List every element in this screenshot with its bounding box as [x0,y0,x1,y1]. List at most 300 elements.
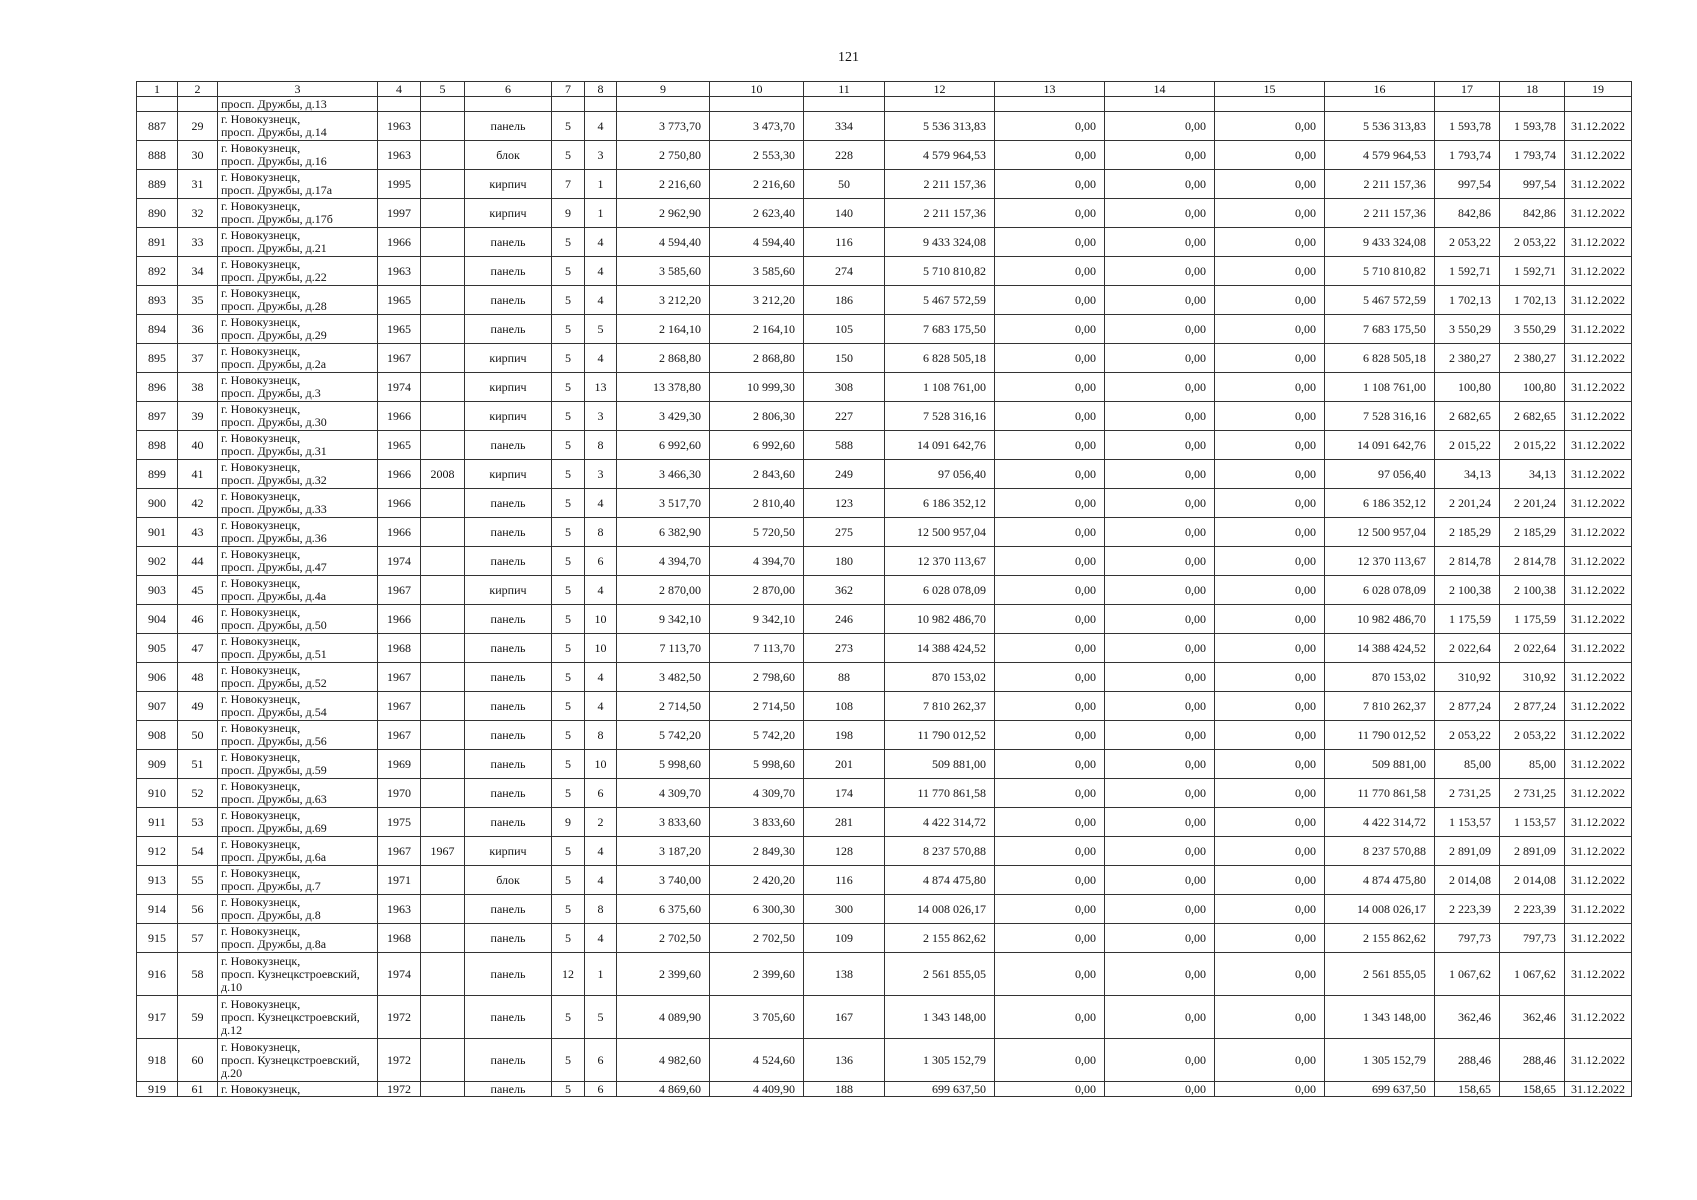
cell-funds-col13: 0,00 [995,605,1105,634]
cell-funds-col15: 0,00 [1215,518,1325,547]
cell-funds-col14: 0,00 [1105,344,1215,373]
cell-year-built: 1965 [378,286,421,315]
cell-wall-material: кирпич [465,402,552,431]
address-line: просп. Дружбы, д.33 [221,502,327,516]
cell-planned-cost: 11 790 012,52 [885,721,995,750]
address-line: г. Новокузнецк, [221,924,301,938]
cell-sequence-number: 54 [178,837,218,866]
cell-funds-col16: 12 370 113,67 [1325,547,1435,576]
cell-wall-material: кирпич [465,373,552,402]
cell-entrances: 6 [585,1039,617,1082]
cell-funds-col15: 0,00 [1215,344,1325,373]
column-header-16: 16 [1325,82,1435,97]
cell-funds-col13: 0,00 [995,489,1105,518]
cell-planned-cost: 14 091 642,76 [885,431,995,460]
cell-wall-material: панель [465,286,552,315]
cell-residents: 88 [804,663,885,692]
cell-planned-date: 31.12.2022 [1565,518,1632,547]
cell-wall-material [465,97,552,112]
cell-address [218,97,378,112]
column-header-6: 6 [465,82,552,97]
column-header-4: 4 [378,82,421,97]
cell-total-area: 3 833,60 [617,808,710,837]
cell-max-specific-cost: 2 223,39 [1500,895,1565,924]
address-line: г. Новокузнецк, [221,112,301,126]
cell-year-built: 1967 [378,344,421,373]
table-row [137,895,1632,924]
cell-wall-material: панель [465,779,552,808]
cell-year-renovated: 1967 [421,837,465,866]
cell-funds-col14: 0,00 [1105,750,1215,779]
address-line: просп. Кузнецкстроевский, [221,1009,360,1024]
cell-living-area: 4 309,70 [710,779,804,808]
cell-address [218,779,378,808]
cell-planned-date: 31.12.2022 [1565,721,1632,750]
address-line: г. Новокузнецк, [221,605,301,619]
cell-wall-material: панель [465,924,552,953]
cell-floors: 5 [552,315,585,344]
cell-funds-col13: 0,00 [995,808,1105,837]
cell-year-built: 1966 [378,518,421,547]
cell-living-area: 9 342,10 [710,605,804,634]
cell-funds-col16: 509 881,00 [1325,750,1435,779]
cell-address [218,837,378,866]
address-line: г. Новокузнецк, [221,228,301,242]
cell-funds-col13: 0,00 [995,866,1105,895]
column-header-8: 8 [585,82,617,97]
cell-year-built: 1974 [378,547,421,576]
table-row [137,996,1632,1039]
cell-floors: 12 [552,953,585,996]
cell-living-area: 2 843,60 [710,460,804,489]
address-line: просп. Дружбы, д.22 [221,270,327,284]
cell-year-built: 1965 [378,315,421,344]
cell-floors: 5 [552,924,585,953]
cell-year-renovated [421,141,465,170]
cell-funds-col16: 7 810 262,37 [1325,692,1435,721]
cell-planned-cost: 2 155 862,62 [885,924,995,953]
cell-planned-cost: 5 467 572,59 [885,286,995,315]
cell-year-renovated [421,605,465,634]
table-row [137,431,1632,460]
column-header-12: 12 [885,82,995,97]
cell-funds-col15: 0,00 [1215,866,1325,895]
column-header-3: 3 [218,82,378,97]
cell-residents: 167 [804,996,885,1039]
address-line: просп. Дружбы, д.2а [221,357,327,371]
cell-total-area: 5 998,60 [617,750,710,779]
cell-funds-col16: 4 874 475,80 [1325,866,1435,895]
cell-planned-date [1565,97,1632,112]
cell-total-area: 2 750,80 [617,141,710,170]
cell-funds-col16: 699 637,50 [1325,1082,1435,1097]
cell-year-built: 1967 [378,663,421,692]
cell-residents: 362 [804,576,885,605]
cell-year-built [378,97,421,112]
cell-wall-material: блок [465,866,552,895]
cell-planned-date: 31.12.2022 [1565,605,1632,634]
cell-total-area: 4 309,70 [617,779,710,808]
cell-funds-col15: 0,00 [1215,170,1325,199]
cell-planned-date: 31.12.2022 [1565,431,1632,460]
cell-living-area: 2 868,80 [710,344,804,373]
address-line: г. Новокузнецк, [221,518,301,532]
cell-address [218,402,378,431]
cell-address [218,228,378,257]
cell-floors: 5 [552,605,585,634]
cell-planned-date: 31.12.2022 [1565,996,1632,1039]
address-line: просп. Дружбы, д.54 [221,705,327,719]
cell-funds-col16: 2 211 157,36 [1325,199,1435,228]
cell-wall-material: панель [465,692,552,721]
cell-funds-col13 [995,97,1105,112]
cell-planned-date: 31.12.2022 [1565,837,1632,866]
cell-residents: 227 [804,402,885,431]
table-body [137,97,1632,1097]
cell-planned-cost: 1 108 761,00 [885,373,995,402]
cell-wall-material: блок [465,141,552,170]
cell-total-area: 4 394,70 [617,547,710,576]
cell-funds-col15: 0,00 [1215,257,1325,286]
cell-year-built: 1971 [378,866,421,895]
cell-funds-col16: 4 579 964,53 [1325,141,1435,170]
cell-living-area: 2 810,40 [710,489,804,518]
cell-residents: 109 [804,924,885,953]
cell-record-number: 915 [137,924,178,953]
cell-entrances: 1 [585,199,617,228]
cell-residents: 246 [804,605,885,634]
cell-planned-date: 31.12.2022 [1565,489,1632,518]
cell-floors: 9 [552,808,585,837]
cell-entrances: 10 [585,750,617,779]
cell-year-renovated [421,257,465,286]
table-row [137,257,1632,286]
cell-entrances: 5 [585,315,617,344]
cell-specific-cost: 2 053,22 [1435,721,1500,750]
cell-wall-material: панель [465,1082,552,1097]
cell-residents: 201 [804,750,885,779]
cell-address [218,953,378,996]
cell-record-number: 913 [137,866,178,895]
cell-funds-col15: 0,00 [1215,431,1325,460]
address-line: просп. Дружбы, д.52 [221,676,327,690]
cell-wall-material: панель [465,489,552,518]
cell-funds-col15: 0,00 [1215,1039,1325,1082]
cell-specific-cost: 310,92 [1435,663,1500,692]
cell-specific-cost: 2 814,78 [1435,547,1500,576]
cell-sequence-number: 42 [178,489,218,518]
cell-address [218,634,378,663]
cell-sequence-number: 47 [178,634,218,663]
cell-entrances: 4 [585,112,617,141]
cell-living-area: 5 742,20 [710,721,804,750]
address-line: просп. Дружбы, д.16 [221,154,327,168]
cell-funds-col13: 0,00 [995,402,1105,431]
cell-funds-col16: 97 056,40 [1325,460,1435,489]
table-row [137,692,1632,721]
cell-funds-col13: 0,00 [995,692,1105,721]
cell-wall-material: кирпич [465,344,552,373]
cell-sequence-number: 37 [178,344,218,373]
address-line: просп. Дружбы, д.56 [221,734,327,748]
column-header-15: 15 [1215,82,1325,97]
cell-sequence-number: 48 [178,663,218,692]
cell-year-renovated [421,953,465,996]
cell-funds-col15: 0,00 [1215,489,1325,518]
cell-address [218,692,378,721]
cell-total-area: 3 773,70 [617,112,710,141]
cell-year-built: 1974 [378,373,421,402]
cell-max-specific-cost: 100,80 [1500,373,1565,402]
cell-total-area: 3 740,00 [617,866,710,895]
cell-living-area: 6 992,60 [710,431,804,460]
address-line: просп. Дружбы, д.31 [221,444,327,458]
cell-funds-col14: 0,00 [1105,315,1215,344]
cell-specific-cost: 2 014,08 [1435,866,1500,895]
cell-year-renovated [421,692,465,721]
cell-living-area: 10 999,30 [710,373,804,402]
table-row [137,663,1632,692]
cell-sequence-number: 43 [178,518,218,547]
cell-funds-col16: 6 186 352,12 [1325,489,1435,518]
cell-sequence-number: 55 [178,866,218,895]
cell-sequence-number: 60 [178,1039,218,1082]
cell-living-area: 3 212,20 [710,286,804,315]
cell-living-area [710,97,804,112]
cell-residents: 50 [804,170,885,199]
cell-floors: 5 [552,518,585,547]
address-line: просп. Дружбы, д.29 [221,328,327,342]
cell-total-area: 9 342,10 [617,605,710,634]
address-line: просп. Дружбы, д.28 [221,299,327,313]
cell-planned-date: 31.12.2022 [1565,228,1632,257]
address-line: г. Новокузнецк, [221,286,301,300]
cell-funds-col16: 11 790 012,52 [1325,721,1435,750]
cell-address [218,663,378,692]
cell-total-area: 2 702,50 [617,924,710,953]
cell-total-area: 3 466,30 [617,460,710,489]
address-line: просп. Дружбы, д.14 [221,125,327,139]
cell-wall-material: панель [465,1039,552,1082]
cell-sequence-number: 32 [178,199,218,228]
table-row [137,286,1632,315]
cell-total-area: 6 375,60 [617,895,710,924]
cell-planned-date: 31.12.2022 [1565,1082,1632,1097]
cell-year-built: 1972 [378,1082,421,1097]
address-line: г. Новокузнецк, [221,547,301,561]
cell-entrances: 4 [585,257,617,286]
cell-max-specific-cost: 2 022,64 [1500,634,1565,663]
cell-funds-col16: 870 153,02 [1325,663,1435,692]
cell-total-area: 4 869,60 [617,1082,710,1097]
cell-year-built: 1970 [378,779,421,808]
table-row [137,924,1632,953]
cell-living-area: 4 409,90 [710,1082,804,1097]
cell-entrances: 10 [585,634,617,663]
table-row [137,170,1632,199]
cell-year-built: 1967 [378,837,421,866]
cell-record-number: 891 [137,228,178,257]
address-line: просп. Дружбы, д.6а [221,850,327,864]
cell-funds-col15: 0,00 [1215,402,1325,431]
cell-planned-date: 31.12.2022 [1565,692,1632,721]
address-line: г. Новокузнецк, [221,1039,301,1054]
table-row [137,808,1632,837]
address-line: просп. Дружбы, д.32 [221,473,327,487]
table-row [137,315,1632,344]
cell-year-built: 1966 [378,228,421,257]
address-line: д.10 [221,979,243,994]
column-header-2: 2 [178,82,218,97]
cell-address [218,866,378,895]
cell-specific-cost [1435,97,1500,112]
cell-year-built: 1969 [378,750,421,779]
cell-total-area: 2 714,50 [617,692,710,721]
address-line: просп. Дружбы, д.47 [221,560,327,574]
cell-specific-cost: 1 593,78 [1435,112,1500,141]
table-row [137,112,1632,141]
cell-funds-col16: 7 528 316,16 [1325,402,1435,431]
cell-funds-col13: 0,00 [995,576,1105,605]
cell-max-specific-cost: 2 185,29 [1500,518,1565,547]
cell-planned-cost: 14 388 424,52 [885,634,995,663]
cell-funds-col16: 12 500 957,04 [1325,518,1435,547]
cell-sequence-number: 59 [178,996,218,1039]
cell-funds-col16: 7 683 175,50 [1325,315,1435,344]
cell-year-built: 1967 [378,576,421,605]
cell-entrances [585,97,617,112]
cell-year-renovated [421,315,465,344]
column-header-13: 13 [995,82,1105,97]
cell-living-area: 2 806,30 [710,402,804,431]
address-line: просп. Кузнецкстроевский, [221,966,360,981]
table-row [137,634,1632,663]
cell-year-built: 1997 [378,199,421,228]
cell-record-number: 910 [137,779,178,808]
cell-address [218,996,378,1039]
address-line: просп. Дружбы, д.21 [221,241,327,255]
cell-funds-col16: 5 710 810,82 [1325,257,1435,286]
cell-funds-col13: 0,00 [995,996,1105,1039]
cell-total-area: 2 962,90 [617,199,710,228]
cell-funds-col15: 0,00 [1215,315,1325,344]
cell-year-built: 1968 [378,924,421,953]
cell-funds-col13: 0,00 [995,750,1105,779]
cell-address [218,605,378,634]
cell-max-specific-cost: 2 731,25 [1500,779,1565,808]
table-row [137,837,1632,866]
cell-funds-col16: 5 536 313,83 [1325,112,1435,141]
cell-floors: 5 [552,721,585,750]
cell-entrances: 6 [585,779,617,808]
cell-record-number: 916 [137,953,178,996]
address-line: просп. Дружбы, д.7 [221,879,321,893]
cell-year-built: 1972 [378,1039,421,1082]
cell-funds-col14: 0,00 [1105,518,1215,547]
cell-funds-col15: 0,00 [1215,750,1325,779]
cell-floors: 5 [552,750,585,779]
cell-floors: 5 [552,996,585,1039]
cell-year-built: 1968 [378,634,421,663]
cell-living-area: 5 998,60 [710,750,804,779]
address-line: г. Новокузнецк, [221,460,301,474]
cell-entrances: 13 [585,373,617,402]
address-line: просп. Дружбы, д.17а [221,183,333,197]
cell-funds-col15: 0,00 [1215,808,1325,837]
cell-planned-date: 31.12.2022 [1565,576,1632,605]
cell-year-built: 1966 [378,489,421,518]
cell-planned-date: 31.12.2022 [1565,1039,1632,1082]
address-line: г. Новокузнецк, [221,779,301,793]
cell-specific-cost: 1 067,62 [1435,953,1500,996]
cell-address [218,257,378,286]
cell-entrances: 4 [585,866,617,895]
cell-year-built: 1963 [378,112,421,141]
cell-record-number [137,97,178,112]
table-row [137,779,1632,808]
address-line: просп. Дружбы, д.13 [221,96,327,111]
cell-residents: 198 [804,721,885,750]
cell-max-specific-cost [1500,97,1565,112]
cell-year-renovated [421,996,465,1039]
cell-max-specific-cost: 2 877,24 [1500,692,1565,721]
cell-wall-material: панель [465,518,552,547]
cell-funds-col14: 0,00 [1105,228,1215,257]
cell-specific-cost: 2 223,39 [1435,895,1500,924]
cell-planned-cost: 14 008 026,17 [885,895,995,924]
cell-floors: 5 [552,257,585,286]
cell-planned-cost: 6 028 078,09 [885,576,995,605]
cell-sequence-number: 40 [178,431,218,460]
cell-funds-col13: 0,00 [995,953,1105,996]
cell-entrances: 8 [585,721,617,750]
address-line: г. Новокузнецк, [221,431,301,445]
cell-funds-col15: 0,00 [1215,924,1325,953]
cell-planned-date: 31.12.2022 [1565,634,1632,663]
address-line: д.20 [221,1065,243,1080]
cell-total-area: 13 378,80 [617,373,710,402]
cell-living-area: 2 702,50 [710,924,804,953]
cell-funds-col15: 0,00 [1215,576,1325,605]
cell-funds-col16: 2 561 855,05 [1325,953,1435,996]
cell-living-area: 5 720,50 [710,518,804,547]
cell-total-area: 7 113,70 [617,634,710,663]
cell-specific-cost: 85,00 [1435,750,1500,779]
cell-residents: 150 [804,344,885,373]
address-line: г. Новокузнецк, [221,402,301,416]
cell-year-renovated [421,750,465,779]
cell-living-area: 2 216,60 [710,170,804,199]
cell-funds-col16: 9 433 324,08 [1325,228,1435,257]
column-header-17: 17 [1435,82,1500,97]
cell-total-area: 2 216,60 [617,170,710,199]
cell-specific-cost: 2 100,38 [1435,576,1500,605]
cell-floors: 5 [552,489,585,518]
cell-wall-material: кирпич [465,170,552,199]
table-row [137,97,1632,112]
address-line: г. Новокузнецк, [221,170,301,184]
cell-funds-col14: 0,00 [1105,576,1215,605]
cell-sequence-number: 29 [178,112,218,141]
cell-planned-date: 31.12.2022 [1565,344,1632,373]
cell-address [218,576,378,605]
address-line: просп. Дружбы, д.63 [221,792,327,806]
cell-year-renovated [421,721,465,750]
cell-wall-material: панель [465,996,552,1039]
address-line: г. Новокузнецк, [221,837,301,851]
cell-funds-col13: 0,00 [995,721,1105,750]
cell-entrances: 4 [585,663,617,692]
